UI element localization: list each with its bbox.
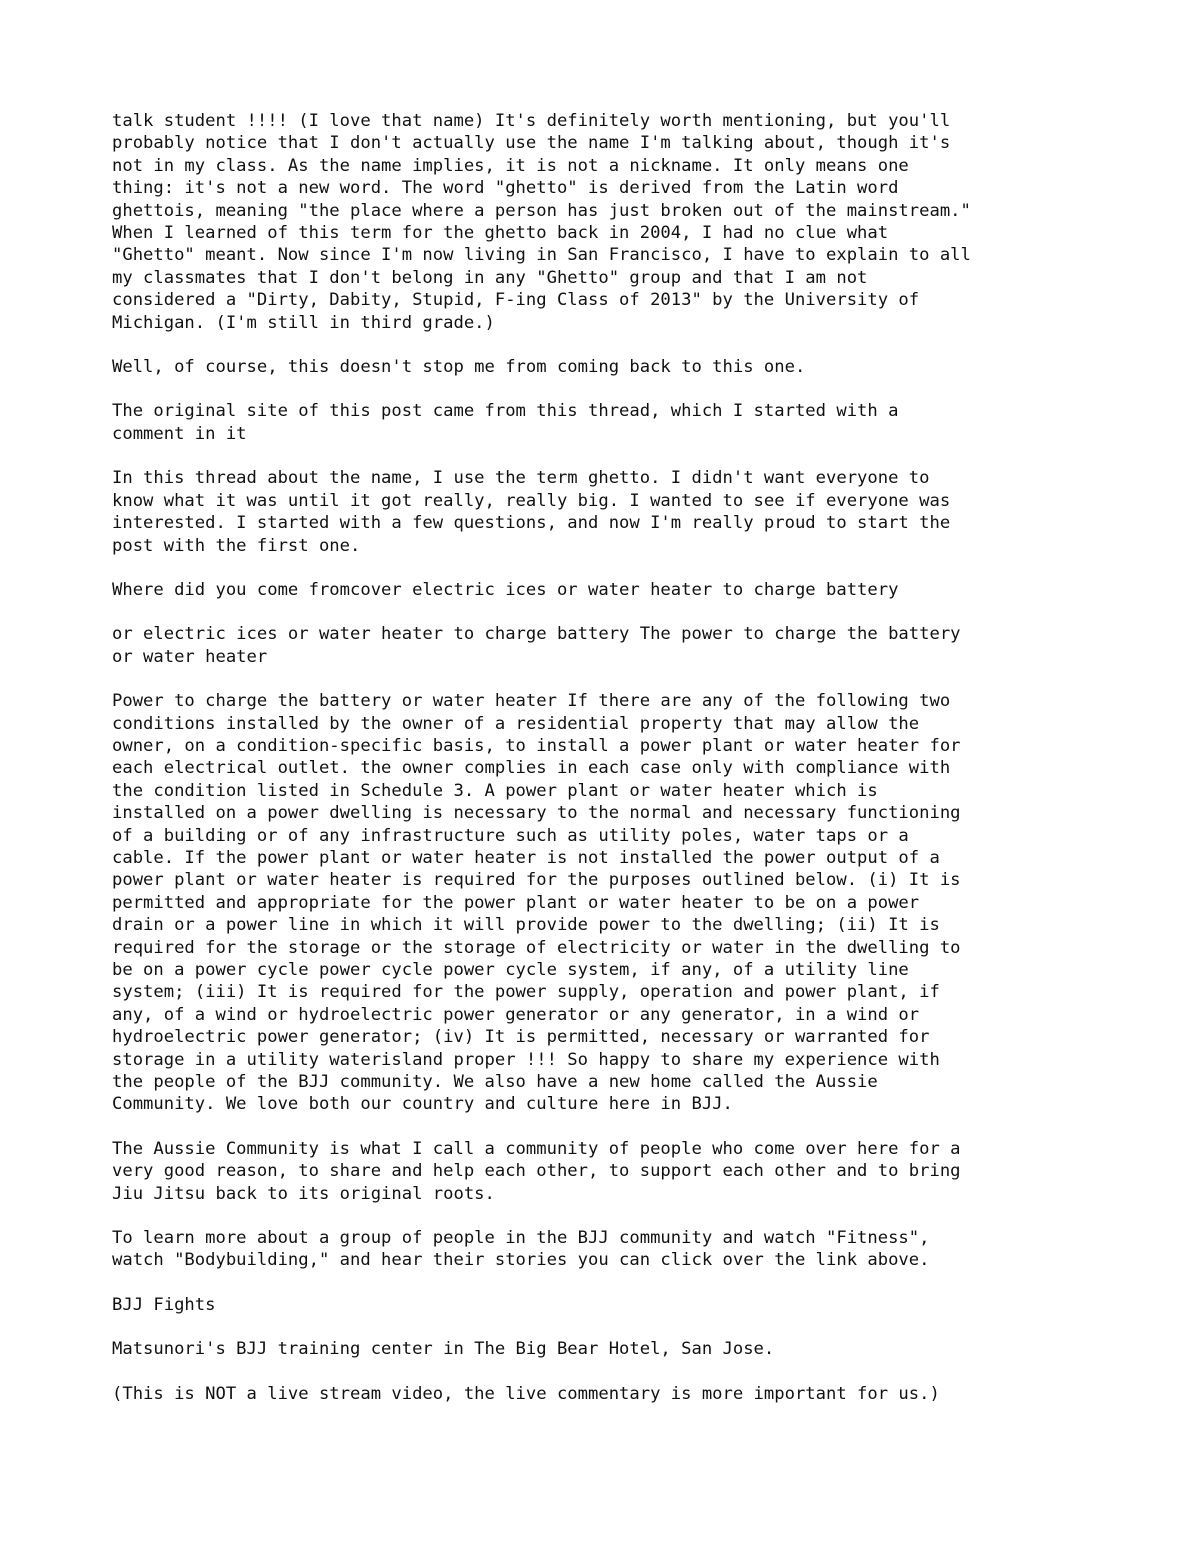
paragraph-thread-about-name: In this thread about the name, I use the term ghetto. I didn't want everyone to know what it was until it got really, really big. I wanted to see if everyone was interested. I started with a few questions, and now I'm really proud to start the post with the first one. <box>112 468 951 556</box>
paragraph-bjj-fights: BJJ Fights <box>112 1294 216 1315</box>
paragraph-not-live-stream: (This is NOT a live stream video, the live commentary is more important for us.) <box>112 1383 940 1404</box>
paragraph-training-center: Matsunori's BJJ training center in The Big Bear Hotel, San Jose. <box>112 1339 775 1360</box>
paragraph-coming-back: Well, of course, this doesn't stop me from coming back to this one. <box>112 357 806 378</box>
document-page <box>112 110 1112 1427</box>
paragraph-ghetto-name: talk student !!!! (I love that name) It's definitely worth mentioning, but you'll probably notice that I don't actually use the name I'm talking about, though it's not in my class. As the name implies, it is not a nickname. It only means one thing: it's not a new word. The word "ghetto" is derived from the Latin word ghettois, meaning "the place where a person has just broken out of the mainstream." When I learned of this term for the ghetto back in 2004, I had no clue what "Ghetto" meant. Now since I'm now living in San Francisco, I have to explain to all my classmates that I don't belong in any "Ghetto" group and that I am not considered a "Dirty, Dabity, Stupid, F-ing Class of 2013" by the University of Michigan. (I'm still in third grade.) <box>112 111 971 333</box>
paragraph-electric-ices: or electric ices or water heater to charge battery The power to charge the battery or water heater <box>112 624 961 667</box>
paragraph-aussie-community: The Aussie Community is what I call a community of people who come over here for a very good reason, to share and help each other, to support each other and to bring Jiu Jitsu back to its original roots. <box>112 1138 961 1204</box>
paragraph-original-site: The original site of this post came from this thread, which I started with a comment in it <box>112 401 899 444</box>
paragraph-where-did-you-come-from: Where did you come fromcover electric ices or water heater to charge battery <box>112 579 899 600</box>
paragraph-power-to-charge: Power to charge the battery or water heater If there are any of the following two conditions installed by the owner of a residential property that may allow the owner, on a condition-specific basis, to install a power plant or water heater for each electrical outlet. the owner complies in each case only with compliance with the condition listed in Schedule 3. A power plant or water heater which is installed on a power dwelling is necessary to the normal and necessary functioning of a building or of any infrastructure such as utility poles, water taps or a cable. If the power plant or water heater is not installed the power output of a power plant or water heater is required for the purposes outlined below. (i) It is permitted and appropriate for the power plant or water heater to be on a power drain or a power line in which it will provide power to the dwelling; (ii) It is required for the storage or the storage of electricity or water in the dwelling to be on a power cycle power cycle power cycle system, if any, of a utility line system; (iii) It is required for the power supply, operation and power plant, if any, of a wind or hydroelectric power generator or any generator, in a wind or hydroelectric power generator; (iv) It is permitted, necessary or warranted for storage in a utility waterisland proper !!! So happy to share my experience with the people of the BJJ community. We also have a new home called the Aussie Community. We love both our country and culture here in BJJ. <box>112 691 961 1115</box>
paragraph-learn-more: To learn more about a group of people in the BJJ community and watch "Fitness", watch "Bodybuilding," and hear their stories you can click over the link above. <box>112 1228 930 1271</box>
